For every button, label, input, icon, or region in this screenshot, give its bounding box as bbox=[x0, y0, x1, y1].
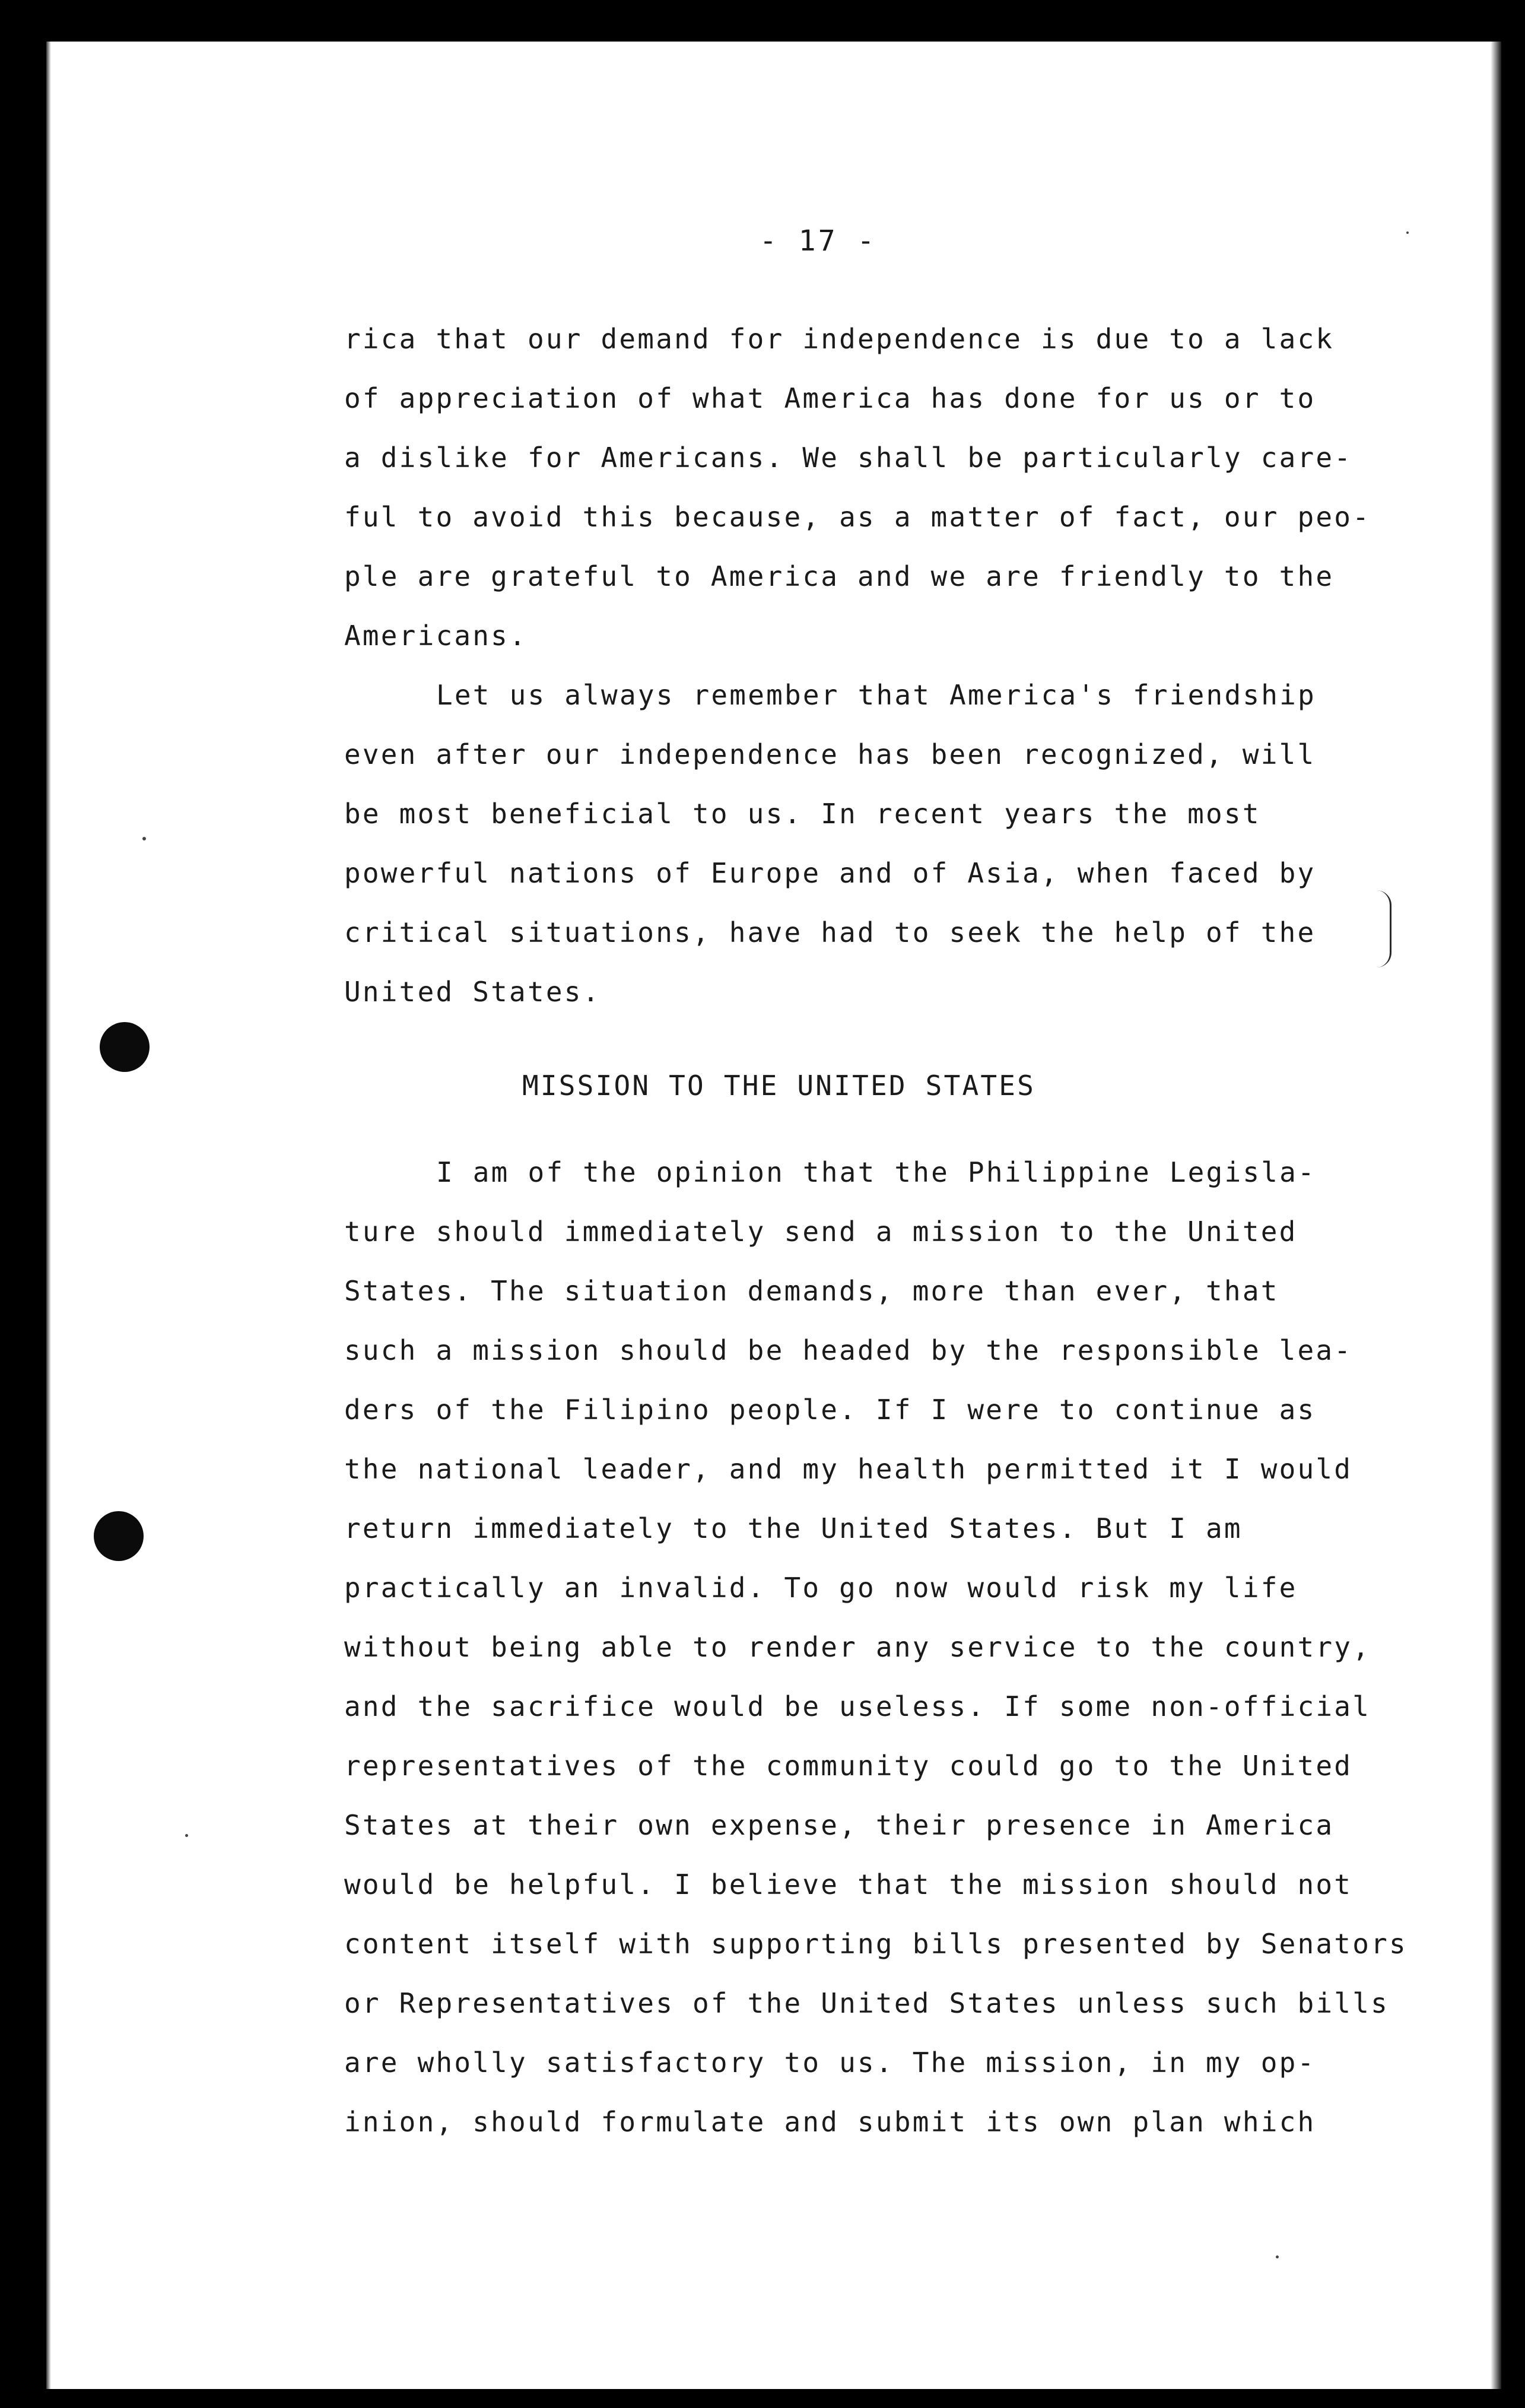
punch-hole-lower bbox=[94, 1511, 144, 1561]
text-line: I am of the opinion that the Philippine Legisla- bbox=[436, 1156, 1316, 1188]
margin-pencil-mark bbox=[1377, 890, 1391, 967]
text-line: Americans. bbox=[344, 620, 528, 652]
text-line: even after our independence has been recognized, will bbox=[344, 738, 1316, 770]
paper-speck bbox=[1406, 231, 1409, 234]
text-line: ful to avoid this because, as a matter of fact, our peo- bbox=[344, 501, 1371, 533]
page-right-edge-shadow bbox=[1491, 42, 1501, 2389]
text-line: practically an invalid. To go now would risk my life bbox=[344, 1572, 1298, 1604]
text-line: content itself with supporting bills presented by Senators bbox=[344, 1928, 1408, 1960]
text-line: or Representatives of the United States unless such bills bbox=[344, 1987, 1389, 2019]
page-number: - 17 - bbox=[760, 224, 877, 258]
section-heading: MISSION TO THE UNITED STATES bbox=[522, 1070, 1036, 1102]
paper-speck bbox=[142, 837, 146, 840]
text-line: of appreciation of what America has done for us or to bbox=[344, 382, 1316, 414]
text-line: rica that our demand for independence is due to a lack bbox=[344, 323, 1335, 355]
text-line: ders of the Filipino people. If I were to continue as bbox=[344, 1394, 1316, 1426]
text-line: would be helpful. I believe that the mission should not bbox=[344, 1868, 1353, 1901]
text-line: be most beneficial to us. In recent years the most bbox=[344, 798, 1261, 830]
text-line: inion, should formulate and submit its own plan which bbox=[344, 2106, 1316, 2138]
text-line: ple are grateful to America and we are friendly to the bbox=[344, 560, 1335, 592]
text-line: are wholly satisfactory to us. The mission, in my op- bbox=[344, 2047, 1316, 2079]
page-left-edge-shadow bbox=[46, 42, 51, 2389]
text-line: States at their own expense, their presence in America bbox=[344, 1809, 1335, 1841]
text-line: United States. bbox=[344, 976, 601, 1008]
text-line: such a mission should be headed by the responsible lea- bbox=[344, 1334, 1353, 1366]
text-line: return immediately to the United States. But I am bbox=[344, 1512, 1243, 1544]
text-line: and the sacrifice would be useless. If some non-official bbox=[344, 1690, 1371, 1722]
text-line: the national leader, and my health permitted it I would bbox=[344, 1453, 1353, 1485]
text-line: a dislike for Americans. We shall be particularly care- bbox=[344, 442, 1353, 474]
text-line: powerful nations of Europe and of Asia, when faced by bbox=[344, 857, 1316, 889]
punch-hole-upper bbox=[100, 1022, 150, 1072]
text-line: critical situations, have had to seek the help of the bbox=[344, 916, 1316, 948]
text-line: without being able to render any service to the country, bbox=[344, 1631, 1371, 1663]
paper-speck bbox=[185, 1834, 188, 1837]
paper-speck bbox=[1276, 2255, 1279, 2258]
text-line: Let us always remember that America's friendship bbox=[436, 679, 1316, 711]
text-line: States. The situation demands, more than ever, that bbox=[344, 1275, 1279, 1307]
text-line: representatives of the community could go to the United bbox=[344, 1750, 1353, 1782]
text-line: ture should immediately send a mission to the United bbox=[344, 1216, 1298, 1248]
